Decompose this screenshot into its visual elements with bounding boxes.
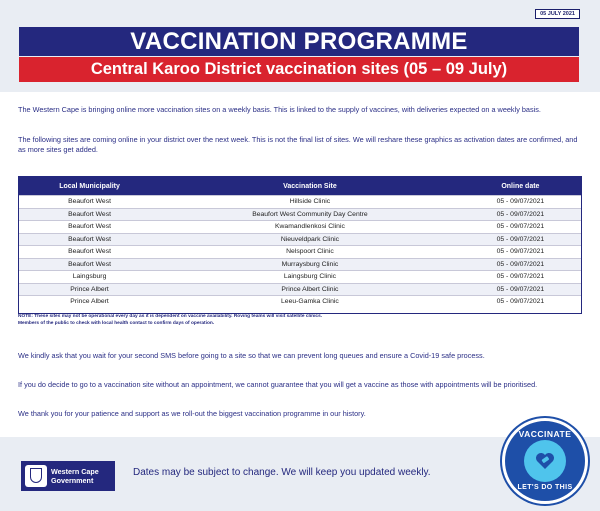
cell-municipality: Beaufort West	[19, 208, 160, 221]
cell-site: Nieuveldpark Clinic	[160, 233, 460, 246]
date-badge: 05 JULY 2021	[535, 9, 580, 19]
note-line: NOTE: These sites may not be operational every day as it is dependent on vaccine availability. Roving teams will visit satellite clinics.	[18, 314, 323, 319]
cell-site: Laingsburg Clinic	[160, 271, 460, 284]
cell-municipality: Laingsburg	[19, 271, 160, 284]
cell-site: Hillside Clinic	[160, 196, 460, 209]
column-header-date: Online date	[460, 177, 581, 196]
table-row	[19, 208, 581, 221]
cell-date: 05 - 09/07/2021	[460, 246, 581, 259]
heart-icon	[535, 452, 555, 470]
cell-site: Prince Albert Clinic	[160, 283, 460, 296]
cell-site: Nelspoort Clinic	[160, 246, 460, 259]
logo-text: Western Cape Government	[51, 467, 99, 485]
table-row	[19, 283, 581, 296]
cell-municipality: Beaufort West	[19, 233, 160, 246]
cell-date: 05 - 09/07/2021	[460, 296, 581, 308]
table-row	[19, 246, 581, 259]
cell-date: 05 - 09/07/2021	[460, 271, 581, 284]
sites-table	[19, 177, 581, 308]
cell-site: Kwamandlenkosi Clinic	[160, 221, 460, 234]
cell-date: 05 - 09/07/2021	[460, 221, 581, 234]
cell-municipality: Beaufort West	[19, 258, 160, 271]
cell-date: 05 - 09/07/2021	[460, 258, 581, 271]
footer-message: Dates may be subject to change. We will keep you updated weekly.	[133, 467, 431, 478]
western-cape-government-logo	[21, 461, 115, 491]
table-row	[19, 271, 581, 284]
cell-municipality: Prince Albert	[19, 296, 160, 308]
badge-heart-circle	[524, 440, 566, 482]
sites-table-container	[18, 176, 582, 314]
table-row	[19, 196, 581, 209]
cell-date: 05 - 09/07/2021	[460, 208, 581, 221]
main-content	[0, 92, 600, 437]
intro-paragraph: The Western Cape is bringing online more vaccination sites on a weekly basis. This is linked to the supply of vaccines, with deliveries expected on a weekly basis.	[18, 105, 541, 114]
cell-site: Beaufort West Community Day Centre	[160, 208, 460, 221]
intro-paragraph: The following sites are coming online in your district over the next week. This is not the final list of sites. We will reshare these graphics as activation dates are confirmed, and as more sites get added.	[18, 135, 578, 154]
coat-of-arms-icon	[25, 465, 47, 487]
page-title: VACCINATION PROGRAMME	[19, 27, 579, 56]
cell-municipality: Beaufort West	[19, 196, 160, 209]
table-header-row	[19, 177, 581, 196]
page-subtitle: Central Karoo District vaccination sites (05 – 09 July)	[19, 57, 579, 82]
vaccinate-badge	[502, 418, 588, 504]
table-row	[19, 258, 581, 271]
table-row	[19, 296, 581, 308]
info-paragraph: We kindly ask that you wait for your second SMS before going to a site so that we can prevent long queues and ensure a Covid-19 safe process.	[18, 351, 485, 360]
cell-municipality: Prince Albert	[19, 283, 160, 296]
info-paragraph: If you do decide to go to a vaccination site without an appointment, we cannot guarantee that you will get a vaccine as those with appointments will be prioritised.	[18, 380, 538, 389]
table-row	[19, 233, 581, 246]
table-note	[18, 314, 578, 327]
info-paragraph: We thank you for your patience and support as we roll-out the biggest vaccination programme in our history.	[18, 409, 366, 418]
cell-site: Leeu-Gamka Clinic	[160, 296, 460, 308]
cell-site: Murraysburg Clinic	[160, 258, 460, 271]
column-header-site: Vaccination Site	[160, 177, 460, 196]
badge-top-text: VACCINATE	[518, 429, 572, 439]
cell-municipality: Beaufort West	[19, 246, 160, 259]
table-row	[19, 221, 581, 234]
column-header-municipality: Local Municipality	[19, 177, 160, 196]
badge-bottom-text: LET'S DO THIS	[517, 484, 573, 491]
note-line: Members of the public to check with local health contact to confirm days of operation.	[18, 320, 215, 326]
cell-date: 05 - 09/07/2021	[460, 283, 581, 296]
cell-date: 05 - 09/07/2021	[460, 233, 581, 246]
cell-municipality: Beaufort West	[19, 221, 160, 234]
cell-date: 05 - 09/07/2021	[460, 196, 581, 209]
